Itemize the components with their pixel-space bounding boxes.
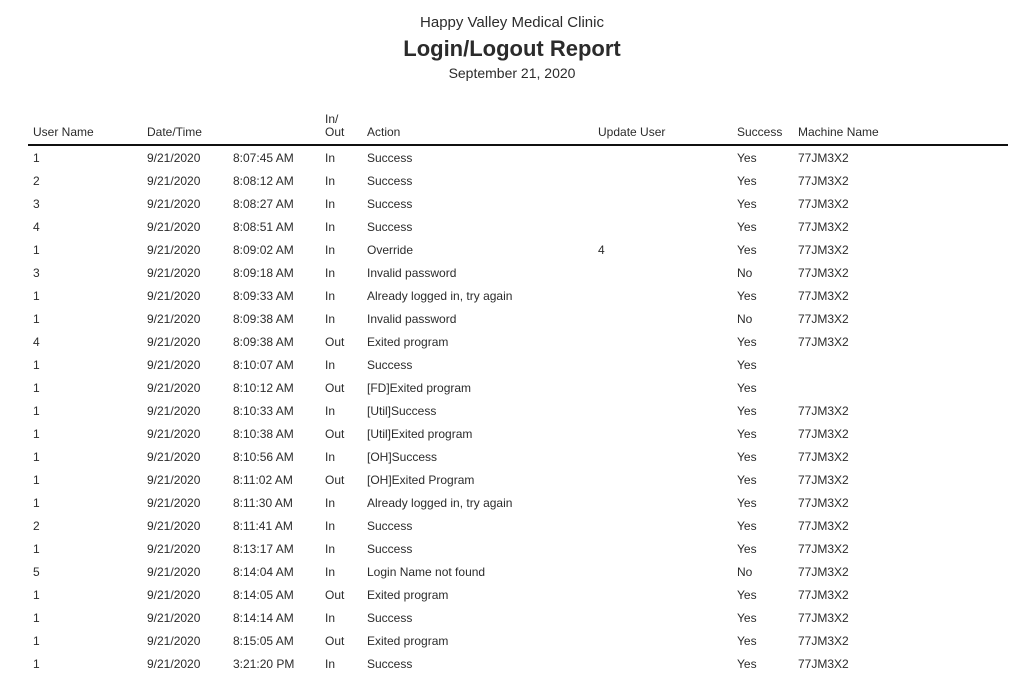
cell-action: Already logged in, try again [367, 288, 513, 303]
table-row [28, 215, 1008, 238]
cell-update-user [597, 445, 735, 468]
cell-machine-name: 77JM3X2 [798, 150, 849, 165]
cell-in-out: In [325, 150, 336, 165]
cell-date: 9/21/2020 [147, 334, 201, 349]
cell-in-out: In [325, 564, 336, 579]
cell-success: Yes [737, 196, 757, 211]
cell-in-out: In [325, 242, 336, 257]
cell-in-out: In [325, 518, 336, 533]
report-title: Login/Logout Report [403, 36, 621, 61]
cell-time: 8:09:02 AM [233, 242, 294, 257]
table-row [28, 169, 1008, 192]
table-row [28, 514, 1008, 537]
table-row [28, 307, 1008, 330]
cell-action: Invalid password [367, 265, 457, 280]
cell-update-user [597, 514, 735, 537]
cell-time: 8:09:38 AM [233, 334, 294, 349]
cell-date: 9/21/2020 [147, 380, 201, 395]
cell-user-name: 1 [33, 357, 40, 372]
cell-date: 9/21/2020 [147, 495, 201, 510]
cell-update-user [597, 307, 735, 330]
cell-update-user [597, 629, 735, 652]
cell-success: Yes [737, 541, 757, 556]
cell-user-name: 1 [33, 633, 40, 648]
table-row [28, 192, 1008, 215]
cell-update-user [597, 145, 735, 169]
clinic-name: Happy Valley Medical Clinic [420, 14, 604, 31]
cell-update-user [597, 261, 735, 284]
cell-update-user: 4 [598, 242, 605, 257]
cell-success: Yes [737, 656, 757, 671]
cell-update-user [597, 606, 735, 629]
cell-user-name: 3 [33, 265, 40, 280]
table-row [28, 468, 1008, 491]
cell-in-out: In [325, 311, 336, 326]
cell-machine-name: 77JM3X2 [798, 265, 849, 280]
cell-machine-name: 77JM3X2 [798, 196, 849, 211]
table-row [28, 330, 1008, 353]
cell-time: 8:10:07 AM [233, 357, 294, 372]
cell-time: 8:11:30 AM [233, 495, 293, 510]
table-row [28, 284, 1008, 307]
cell-machine-name: 77JM3X2 [798, 242, 849, 257]
cell-date: 9/21/2020 [147, 196, 201, 211]
cell-action: Success [367, 150, 413, 165]
col-header-in-out [320, 100, 367, 145]
cell-action: Override [367, 242, 414, 257]
cell-in-out: Out [325, 380, 345, 395]
cell-in-out: In [325, 357, 336, 372]
cell-update-user [597, 169, 735, 192]
cell-time: 8:14:14 AM [233, 610, 294, 625]
col-header-user-name: User Name [28, 100, 145, 145]
cell-update-user [597, 192, 735, 215]
cell-machine-name: 77JM3X2 [798, 472, 849, 487]
cell-action: Success [367, 196, 413, 211]
cell-action: Success [367, 173, 413, 188]
cell-action: Success [367, 541, 413, 556]
cell-update-user [597, 399, 735, 422]
cell-machine-name: 77JM3X2 [798, 518, 849, 533]
cell-success: Yes [737, 403, 757, 418]
login-logout-table [28, 100, 1008, 674]
cell-date: 9/21/2020 [147, 541, 201, 556]
cell-user-name: 4 [33, 334, 40, 349]
cell-user-name: 1 [33, 610, 40, 625]
cell-in-out: Out [325, 334, 345, 349]
cell-success: No [737, 564, 753, 579]
cell-date: 9/21/2020 [147, 633, 201, 648]
cell-user-name: 1 [33, 150, 40, 165]
table-row [28, 537, 1008, 560]
cell-date: 9/21/2020 [147, 426, 201, 441]
cell-update-user [597, 215, 735, 238]
cell-in-out: In [325, 288, 336, 303]
cell-date: 9/21/2020 [147, 150, 201, 165]
report-date: September 21, 2020 [448, 65, 576, 81]
cell-user-name: 1 [33, 288, 40, 303]
cell-time: 8:08:27 AM [233, 196, 294, 211]
cell-in-out: In [325, 196, 336, 211]
cell-date: 9/21/2020 [147, 587, 201, 602]
table-row [28, 238, 1008, 261]
cell-machine-name: 77JM3X2 [798, 495, 849, 510]
cell-date: 9/21/2020 [147, 265, 201, 280]
cell-update-user [597, 422, 735, 445]
cell-update-user [597, 353, 735, 376]
cell-time: 8:09:18 AM [233, 265, 294, 280]
cell-in-out: Out [325, 587, 345, 602]
cell-action: Success [367, 518, 413, 533]
cell-machine-name: 77JM3X2 [798, 219, 849, 234]
table-row [28, 353, 1008, 376]
cell-time: 8:11:41 AM [233, 518, 293, 533]
cell-machine-name: 77JM3X2 [798, 334, 849, 349]
cell-user-name: 1 [33, 242, 40, 257]
cell-machine-name: 77JM3X2 [798, 311, 849, 326]
table-row [28, 652, 1008, 674]
cell-time: 8:14:05 AM [233, 587, 294, 602]
cell-action: Already logged in, try again [367, 495, 513, 510]
cell-time: 3:21:20 PM [233, 656, 295, 671]
cell-success: Yes [737, 242, 757, 257]
cell-in-out: In [325, 541, 336, 556]
cell-machine-name: 77JM3X2 [798, 403, 849, 418]
cell-user-name: 1 [33, 426, 40, 441]
cell-time: 8:11:02 AM [233, 472, 293, 487]
cell-update-user [597, 330, 735, 353]
cell-success: Yes [737, 495, 757, 510]
cell-action: Success [367, 610, 413, 625]
cell-action: Exited program [367, 587, 449, 602]
cell-success: Yes [737, 173, 757, 188]
cell-time: 8:09:38 AM [233, 311, 294, 326]
col-header-machine-name: Machine Name [797, 100, 1008, 145]
cell-date: 9/21/2020 [147, 472, 201, 487]
cell-in-out: In [325, 495, 336, 510]
cell-in-out: In [325, 449, 336, 464]
table-row [28, 376, 1008, 399]
cell-in-out: Out [325, 472, 345, 487]
cell-in-out: In [325, 610, 336, 625]
cell-update-user [597, 491, 735, 514]
table-header-row [28, 100, 1008, 145]
cell-success: Yes [737, 587, 757, 602]
cell-success: Yes [737, 472, 757, 487]
cell-success: Yes [737, 380, 757, 395]
table-row [28, 583, 1008, 606]
table-row [28, 261, 1008, 284]
cell-in-out: In [325, 265, 336, 280]
col-header-in-out-line1: In/ [325, 112, 339, 126]
cell-action: Invalid password [367, 311, 457, 326]
cell-user-name: 1 [33, 472, 40, 487]
cell-date: 9/21/2020 [147, 518, 201, 533]
cell-action: Exited program [367, 334, 449, 349]
cell-user-name: 2 [33, 518, 40, 533]
cell-machine-name: 77JM3X2 [798, 541, 849, 556]
cell-update-user [597, 468, 735, 491]
table-row [28, 606, 1008, 629]
cell-success: Yes [737, 288, 757, 303]
cell-in-out: Out [325, 426, 345, 441]
cell-update-user [597, 560, 735, 583]
cell-machine-name: 77JM3X2 [798, 288, 849, 303]
cell-time: 8:10:56 AM [233, 449, 294, 464]
cell-action: Success [367, 656, 413, 671]
cell-time: 8:08:12 AM [233, 173, 294, 188]
cell-update-user [597, 652, 735, 674]
cell-date: 9/21/2020 [147, 564, 201, 579]
cell-success: Yes [737, 518, 757, 533]
cell-date: 9/21/2020 [147, 610, 201, 625]
cell-in-out: In [325, 403, 336, 418]
cell-action: Success [367, 357, 413, 372]
cell-user-name: 1 [33, 449, 40, 464]
cell-success: Yes [737, 357, 757, 372]
cell-machine-name: 77JM3X2 [798, 564, 849, 579]
cell-date: 9/21/2020 [147, 656, 201, 671]
table-body [28, 145, 1008, 674]
cell-time: 8:10:33 AM [233, 403, 294, 418]
cell-user-name: 5 [33, 564, 40, 579]
table-row [28, 145, 1008, 169]
col-header-success: Success [735, 100, 797, 145]
cell-success: Yes [737, 334, 757, 349]
cell-success: Yes [737, 610, 757, 625]
cell-success: No [737, 265, 753, 280]
cell-time: 8:10:38 AM [233, 426, 294, 441]
cell-time: 8:15:05 AM [233, 633, 294, 648]
cell-update-user [597, 583, 735, 606]
cell-action: Login Name not found [367, 564, 486, 579]
cell-user-name: 1 [33, 311, 40, 326]
cell-user-name: 2 [33, 173, 40, 188]
cell-user-name: 1 [33, 495, 40, 510]
table-row [28, 422, 1008, 445]
cell-time: 8:09:33 AM [233, 288, 294, 303]
cell-machine-name: 77JM3X2 [798, 656, 849, 671]
cell-action: [FD]Exited program [367, 380, 472, 395]
cell-time: 8:13:17 AM [233, 541, 294, 556]
cell-date: 9/21/2020 [147, 288, 201, 303]
cell-date: 9/21/2020 [147, 449, 201, 464]
cell-machine-name: 77JM3X2 [798, 173, 849, 188]
cell-success: Yes [737, 449, 757, 464]
cell-user-name: 1 [33, 403, 40, 418]
cell-success: Yes [737, 426, 757, 441]
cell-machine-name [797, 376, 1008, 399]
cell-user-name: 3 [33, 196, 40, 211]
cell-success: No [737, 311, 753, 326]
cell-date: 9/21/2020 [147, 403, 201, 418]
cell-date: 9/21/2020 [147, 173, 201, 188]
cell-action: [Util]Success [367, 403, 437, 418]
cell-in-out: In [325, 656, 336, 671]
table-row [28, 560, 1008, 583]
cell-user-name: 1 [33, 656, 40, 671]
cell-machine-name: 77JM3X2 [798, 587, 849, 602]
cell-update-user [597, 376, 735, 399]
table-row [28, 445, 1008, 468]
cell-action: [Util]Exited program [367, 426, 473, 441]
cell-date: 9/21/2020 [147, 357, 201, 372]
cell-user-name: 1 [33, 380, 40, 395]
cell-update-user [597, 284, 735, 307]
cell-in-out: In [325, 173, 336, 188]
cell-date: 9/21/2020 [147, 242, 201, 257]
report-header [0, 14, 1024, 82]
cell-machine-name: 77JM3X2 [798, 633, 849, 648]
cell-action: Exited program [367, 633, 449, 648]
cell-date: 9/21/2020 [147, 311, 201, 326]
cell-time: 8:08:51 AM [233, 219, 294, 234]
cell-machine-name [797, 353, 1008, 376]
cell-machine-name: 77JM3X2 [798, 449, 849, 464]
cell-in-out: Out [325, 633, 345, 648]
cell-time: 8:14:04 AM [233, 564, 294, 579]
cell-time: 8:07:45 AM [233, 150, 294, 165]
table-row [28, 399, 1008, 422]
cell-user-name: 1 [33, 587, 40, 602]
cell-machine-name: 77JM3X2 [798, 610, 849, 625]
cell-in-out: In [325, 219, 336, 234]
cell-machine-name: 77JM3X2 [798, 426, 849, 441]
col-header-date-time: Date/Time [145, 100, 320, 145]
cell-success: Yes [737, 150, 757, 165]
table-row [28, 629, 1008, 652]
cell-user-name: 4 [33, 219, 40, 234]
col-header-update-user: Update User [597, 100, 735, 145]
table-row [28, 491, 1008, 514]
cell-action: [OH]Success [367, 449, 438, 464]
cell-action: Success [367, 219, 413, 234]
cell-success: Yes [737, 219, 757, 234]
col-header-action: Action [367, 100, 597, 145]
cell-date: 9/21/2020 [147, 219, 201, 234]
cell-user-name: 1 [33, 541, 40, 556]
col-header-in-out-line2: Out [325, 125, 345, 139]
cell-update-user [597, 537, 735, 560]
cell-action: [OH]Exited Program [367, 472, 475, 487]
cell-time: 8:10:12 AM [233, 380, 294, 395]
cell-success: Yes [737, 633, 757, 648]
